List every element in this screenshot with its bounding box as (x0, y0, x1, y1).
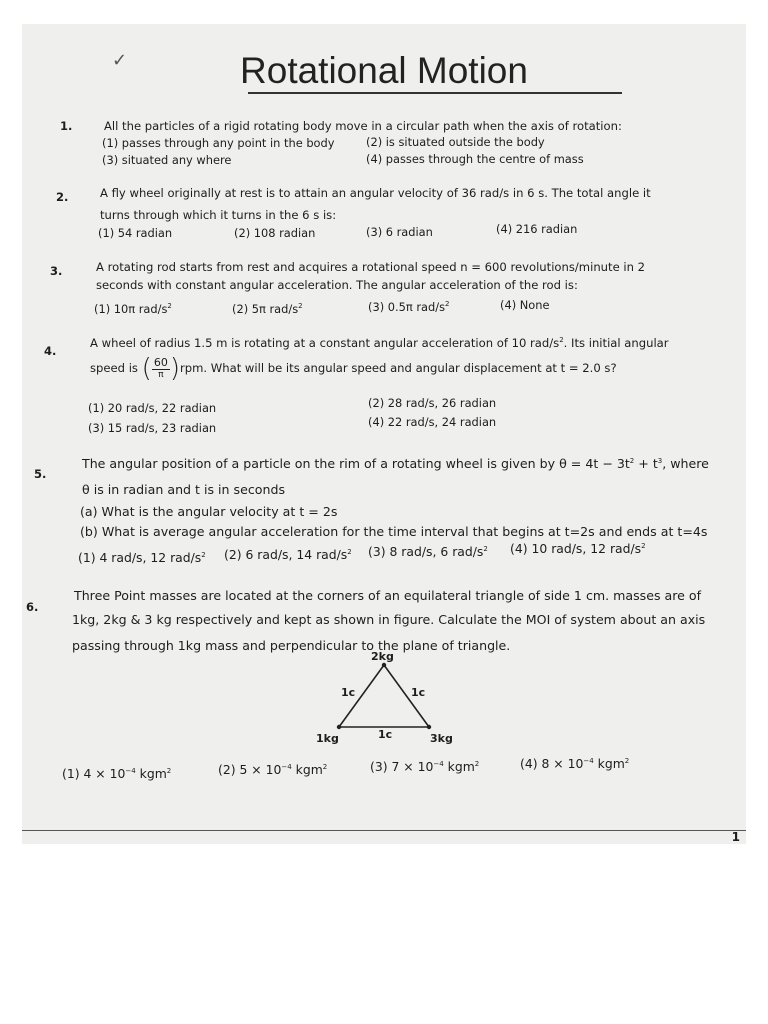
question-3-line-1: A rotating rod starts from rest and acquires a rotational speed n = 600 revolutions/minute in 2 (96, 260, 646, 274)
vertex-top-dot (382, 663, 386, 667)
rpm-fraction (152, 356, 170, 381)
question-5-line-1-tail: , where (662, 456, 709, 471)
question-6-line-3: passing through 1kg mass and perpendicular to the plane of triangle. (72, 638, 511, 653)
question-2-option-1: (1) 54 radian (98, 226, 173, 240)
question-1-text: All the particles of a rigid rotating body move in a circular path when the axis of rotation: (104, 119, 622, 133)
question-sheet (22, 24, 746, 844)
question-3-option-4: (4) None (500, 298, 550, 312)
question-4-number: 4. (44, 344, 57, 358)
question-5-line-1-sup-1: 2 (629, 456, 635, 465)
mass-1kg-label: 1kg (316, 732, 339, 745)
question-3-option-2-sup: 2 (298, 302, 303, 311)
question-4-line-2-text: speed is (90, 361, 138, 375)
question-5-option-2-text: (2) 6 rad/s, 14 rad/s (224, 547, 348, 562)
question-5-line-1 (82, 454, 709, 474)
page-title: Rotational Motion (240, 50, 528, 91)
question-6-option-1-unit-sup: 2 (166, 766, 172, 775)
question-3-option-3-sup: 2 (445, 300, 450, 309)
question-4-option-4: (4) 22 rad/s, 24 radian (368, 415, 497, 429)
footer-rule (22, 830, 746, 831)
question-4-line-1 (90, 334, 669, 352)
question-3-number: 3. (50, 264, 63, 278)
question-3-option-2 (232, 302, 303, 316)
question-5-option-1 (78, 550, 206, 565)
tick-mark: ✓ (112, 50, 128, 71)
question-6-line-1: Three Point masses are located at the corners of an equilateral triangle of side 1 cm. masses are of (74, 588, 702, 603)
question-5-option-2-sup: 2 (347, 547, 352, 556)
question-6-option-2-unit: kgm (291, 762, 323, 777)
side-left-label: 1c (341, 686, 356, 699)
question-2-number: 2. (56, 190, 69, 204)
question-1-number: 1. (60, 119, 73, 133)
question-6-option-3 (370, 759, 479, 774)
question-3-option-3 (368, 300, 449, 314)
side-bottom-label: 1c (378, 728, 393, 741)
question-2-option-4: (4) 216 radian (496, 222, 578, 236)
question-4-line-1-tail: . Its initial angular (563, 336, 669, 350)
question-6-option-4-unit-sup: 2 (624, 756, 630, 765)
question-6-option-3-exp: −4 (433, 759, 444, 768)
page-number: 1 (731, 830, 740, 844)
question-6-option-1-coef: (1) 4 × 10 (62, 766, 126, 781)
question-6-option-2-unit-sup: 2 (322, 762, 328, 771)
question-2-option-3: (3) 6 radian (366, 225, 433, 239)
question-5-line-1-mid: + t (634, 456, 658, 471)
question-5-option-1-sup: 2 (201, 550, 206, 559)
left-paren: ( (141, 353, 152, 384)
question-5-option-4 (510, 541, 646, 556)
question-2-option-2: (2) 108 radian (234, 226, 316, 240)
fraction-numerator: 60 (153, 356, 168, 369)
question-6-option-3-coef: (3) 7 × 10 (370, 759, 434, 774)
question-4-line-2 (90, 353, 617, 384)
question-6-option-4 (520, 756, 629, 771)
question-4-line-2-tail: rpm. What will be its angular speed and angular displacement at t = 2.0 s? (179, 361, 617, 375)
question-2-line-1: A fly wheel originally at rest is to attain an angular velocity of 36 rad/s in 6 s. The total angle it (100, 186, 651, 200)
question-5-part-b: (b) What is average angular acceleration for the time interval that begins at t=2s and ends at t=4s (80, 524, 708, 539)
question-6-option-3-unit: kgm (443, 759, 475, 774)
question-4-line-1-text: A wheel of radius 1.5 m is rotating at a constant angular acceleration of 10 rad/s (90, 336, 560, 350)
question-5-part-a: (a) What is the angular velocity at t = 2s (80, 504, 338, 519)
question-5-option-4-sup: 2 (641, 541, 646, 550)
question-3-option-1 (94, 302, 172, 316)
question-1-option-2: (2) is situated outside the body (366, 135, 545, 149)
question-3-option-3-text: (3) 0.5π rad/s (368, 300, 446, 314)
title-underline (248, 92, 622, 94)
question-6-option-4-coef: (4) 8 × 10 (520, 756, 584, 771)
question-1-option-4: (4) passes through the centre of mass (366, 152, 584, 166)
question-3-line-2: seconds with constant angular acceleration. The angular acceleration of the rod is: (96, 278, 578, 292)
question-4-option-3: (3) 15 rad/s, 23 radian (88, 421, 217, 435)
question-5-option-3 (368, 544, 488, 559)
question-6-option-1-unit: kgm (135, 766, 167, 781)
question-3-option-1-sup: 2 (167, 302, 172, 311)
vertex-left-dot (337, 725, 341, 729)
question-6-number: 6. (26, 600, 39, 614)
question-4-option-2: (2) 28 rad/s, 26 radian (368, 396, 497, 410)
question-6-option-2-coef: (2) 5 × 10 (218, 762, 282, 777)
question-5-option-3-text: (3) 8 rad/s, 6 rad/s (368, 544, 484, 559)
mass-3kg-label: 3kg (430, 732, 453, 745)
question-6-line-2: 1kg, 2kg & 3 kg respectively and kept as shown in figure. Calculate the MOI of system about an axis (72, 612, 706, 627)
fraction-denominator: π (158, 370, 164, 380)
triangle-figure (302, 648, 482, 748)
question-6-option-4-unit: kgm (593, 756, 625, 771)
question-5-option-4-text: (4) 10 rad/s, 12 rad/s (510, 541, 642, 556)
question-5-option-2 (224, 547, 352, 562)
question-6-option-2 (218, 762, 327, 777)
question-2-line-2: turns through which it turns in the 6 s is: (100, 208, 337, 222)
question-3-option-2-text: (2) 5π rad/s (232, 302, 299, 316)
vertex-right-dot (427, 725, 431, 729)
question-6-option-3-unit-sup: 2 (474, 759, 480, 768)
question-1-option-1: (1) passes through any point in the body (102, 136, 335, 150)
question-3-option-1-text: (1) 10π rad/s (94, 302, 168, 316)
question-4-line-1-sup: 2 (559, 336, 564, 345)
question-4-option-1: (1) 20 rad/s, 22 radian (88, 401, 217, 415)
question-5-number: 5. (34, 467, 47, 481)
mass-2kg-label: 2kg (371, 650, 394, 663)
question-5-option-3-sup: 2 (483, 544, 488, 553)
question-1-option-3: (3) situated any where (102, 153, 232, 167)
question-5-line-2: θ is in radian and t is in seconds (82, 482, 286, 497)
question-5-option-1-text: (1) 4 rad/s, 12 rad/s (78, 550, 202, 565)
question-6-option-1-exp: −4 (125, 766, 136, 775)
question-5-line-1-sup-2: 3 (657, 456, 663, 465)
question-6-option-2-exp: −4 (281, 762, 292, 771)
right-paren: ) (169, 353, 180, 384)
side-right-label: 1c (411, 686, 426, 699)
question-6-option-4-exp: −4 (583, 756, 594, 765)
question-5-line-1-text: The angular position of a particle on the rim of a rotating wheel is given by θ = 4t − 3t (82, 456, 630, 471)
question-6-option-1 (62, 766, 171, 781)
